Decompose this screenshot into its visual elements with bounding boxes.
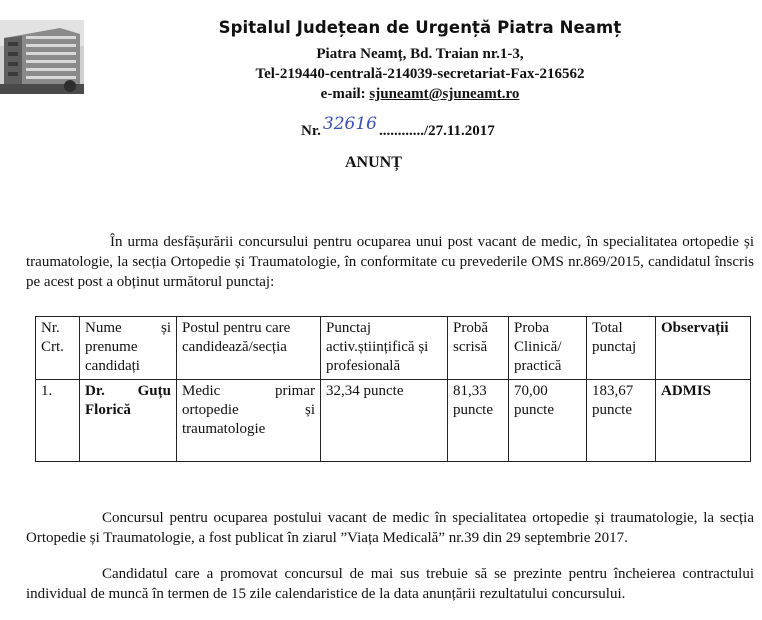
header-clinical: Proba Clinică/ practică: [509, 317, 587, 380]
table-header-row: [36, 317, 751, 380]
header-total: Total punctaj: [587, 317, 656, 380]
registration-date: /27.11.2017: [423, 123, 495, 139]
intro-paragraph: În urma desfășurării concursului pentru ocuparea unui post vacant de medic, în specialitatea ortopedie și traumatologie, la secția Ortopedie și Traumatologie, în conformitate cu prevederile OMS nr.869/2015, candidatul înscris pe acest post a obținut următorul punctaj:: [26, 234, 754, 290]
cell-clinical: 70,00 puncte: [509, 380, 587, 462]
publication-paragraph: Concursul pentru ocuparea postului vacant de medic în specialitatea ortopedie și traumatologie, la secția Ortopedie și Traumatologie, a fost publicat în ziarul ”Viața Medicală” nr.39 din 29 septembrie 2017.: [26, 510, 754, 546]
header-position: Postul pentru care candidează/secția: [177, 317, 321, 380]
document-title: ANUNȚ: [345, 154, 402, 171]
cell-activity-score: 32,34 puncte: [321, 380, 448, 462]
cell-written: 81,33 puncte: [448, 380, 509, 462]
email-label: e-mail:: [320, 86, 366, 102]
header-observations: Observații: [656, 317, 751, 380]
cell-observations: ADMIS: [656, 380, 751, 462]
cell-total: 183,67 puncte: [587, 380, 656, 462]
closing-paragraph: Candidatul care a promovat concursul de mai sus trebuie să se prezinte pentru încheierea contractului individual de muncă în termen de 15 zile calendaristice de la data anunțării rezultatului concursului.: [26, 566, 754, 602]
cell-name: Dr. Guțu Florică: [80, 380, 177, 462]
handwritten-number: 32616: [322, 114, 377, 134]
registration-number: [301, 114, 495, 140]
header-written: Probă scrisă: [448, 317, 509, 380]
email-address: sjuneamt@sjuneamt.ro: [369, 86, 520, 102]
results-table: [35, 316, 751, 462]
building-photo-icon: [0, 20, 84, 94]
hospital-building-logo: [0, 20, 84, 94]
header-activity-score: Punctaj activ.științifică și profesională: [321, 317, 448, 380]
header-name: Nume și prenume candidați: [80, 317, 177, 380]
cell-position: Medic primar ortopedie și traumatologie: [177, 380, 321, 462]
cell-nr: 1.: [36, 380, 80, 462]
hospital-address: Piatra Neamț, Bd. Traian nr.1-3,: [316, 46, 524, 62]
table-row: [36, 380, 751, 462]
hospital-name: Spitalul Județean de Urgență Piatra Neamț: [218, 18, 622, 37]
hospital-email-line: [120, 86, 720, 103]
header-nr: Nr. Crt.: [36, 317, 80, 380]
registration-dots: ............: [378, 123, 424, 139]
hospital-phone-line: Tel-219440-centrală-214039-secretariat-Fax-216562: [255, 66, 585, 82]
registration-prefix: Nr.: [301, 123, 321, 139]
